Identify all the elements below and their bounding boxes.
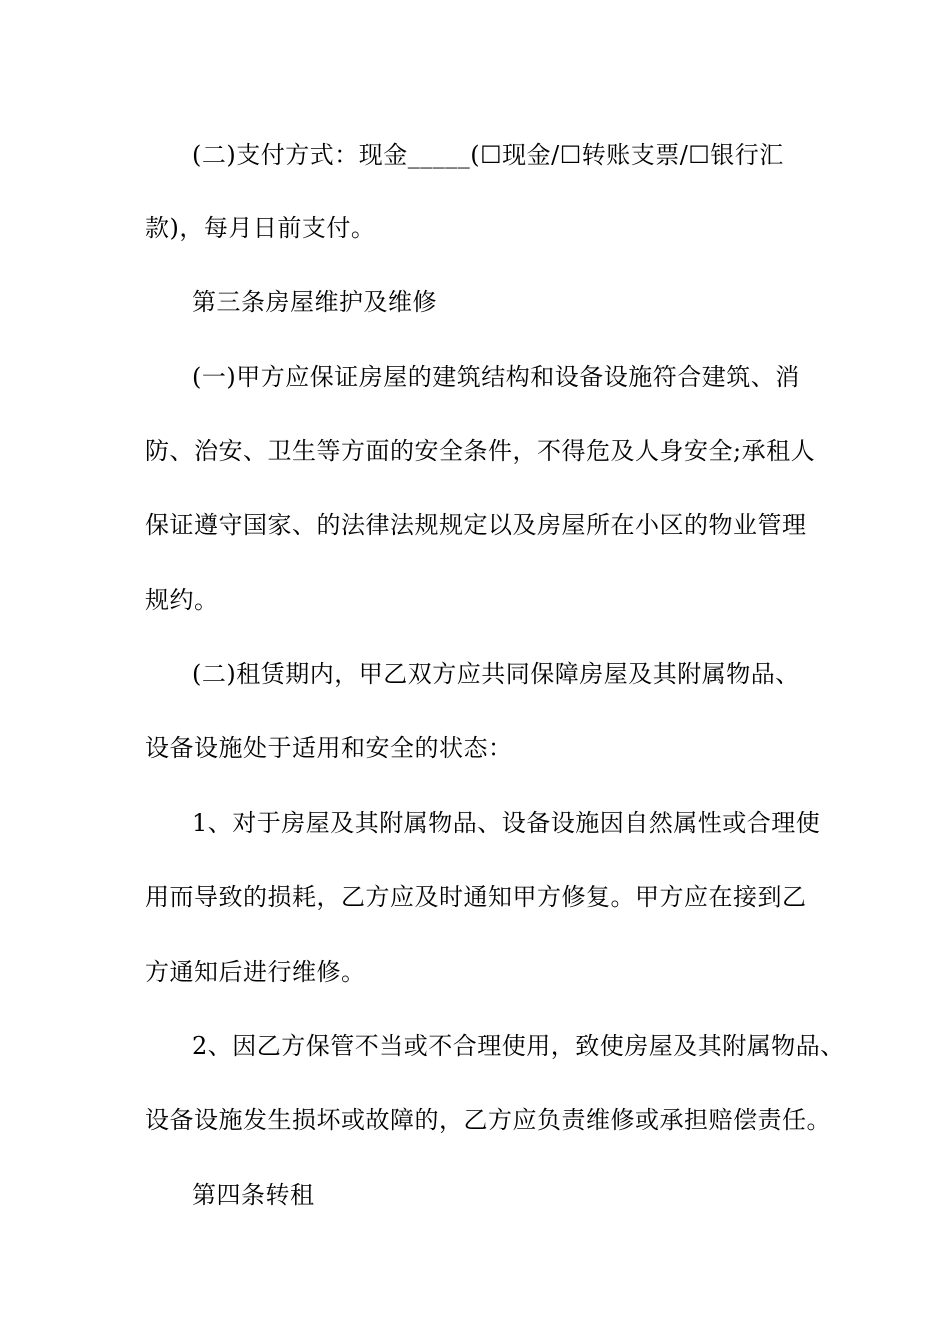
paragraph-payment-method-line-1: (二)支付方式：现金_____(☐现金/☐转账支票/☐银行汇 xyxy=(192,141,784,169)
paragraph-item-2-line-1: 2、因乙方保管不当或不合理使用，致使房屋及其附属物品、 xyxy=(192,1032,845,1060)
paragraph-clause-1-line-2: 防、治安、卫生等方面的安全条件，不得危及人身安全;承租人 xyxy=(145,437,816,465)
paragraph-clause-2-line-2: 设备设施处于适用和安全的状态： xyxy=(145,734,513,762)
paragraph-item-1-line-1: 1、对于房屋及其附属物品、设备设施因自然属性或合理使 xyxy=(192,809,821,837)
section-heading-article-4: 第四条转租 xyxy=(192,1181,315,1209)
paragraph-item-1-line-3: 方通知后进行维修。 xyxy=(145,958,366,986)
paragraph-payment-method-line-2: 款)，每月日前支付。 xyxy=(145,214,376,242)
paragraph-clause-2-line-1: (二)租赁期内，甲乙双方应共同保障房屋及其附属物品、 xyxy=(192,660,800,688)
paragraph-clause-1-line-4: 规约。 xyxy=(145,586,219,614)
paragraph-item-1-line-2: 用而导致的损耗，乙方应及时通知甲方修复。甲方应在接到乙 xyxy=(145,883,807,911)
paragraph-clause-1-line-3: 保证遵守国家、的法律法规规定以及房屋所在小区的物业管理 xyxy=(145,511,807,539)
paragraph-clause-1-line-1: (一)甲方应保证房屋的建筑结构和设备设施符合建筑、消 xyxy=(192,363,800,391)
section-heading-article-3: 第三条房屋维护及维修 xyxy=(192,288,437,316)
paragraph-item-2-line-2: 设备设施发生损坏或故障的，乙方应负责维修或承担赔偿责任。 xyxy=(145,1106,831,1134)
